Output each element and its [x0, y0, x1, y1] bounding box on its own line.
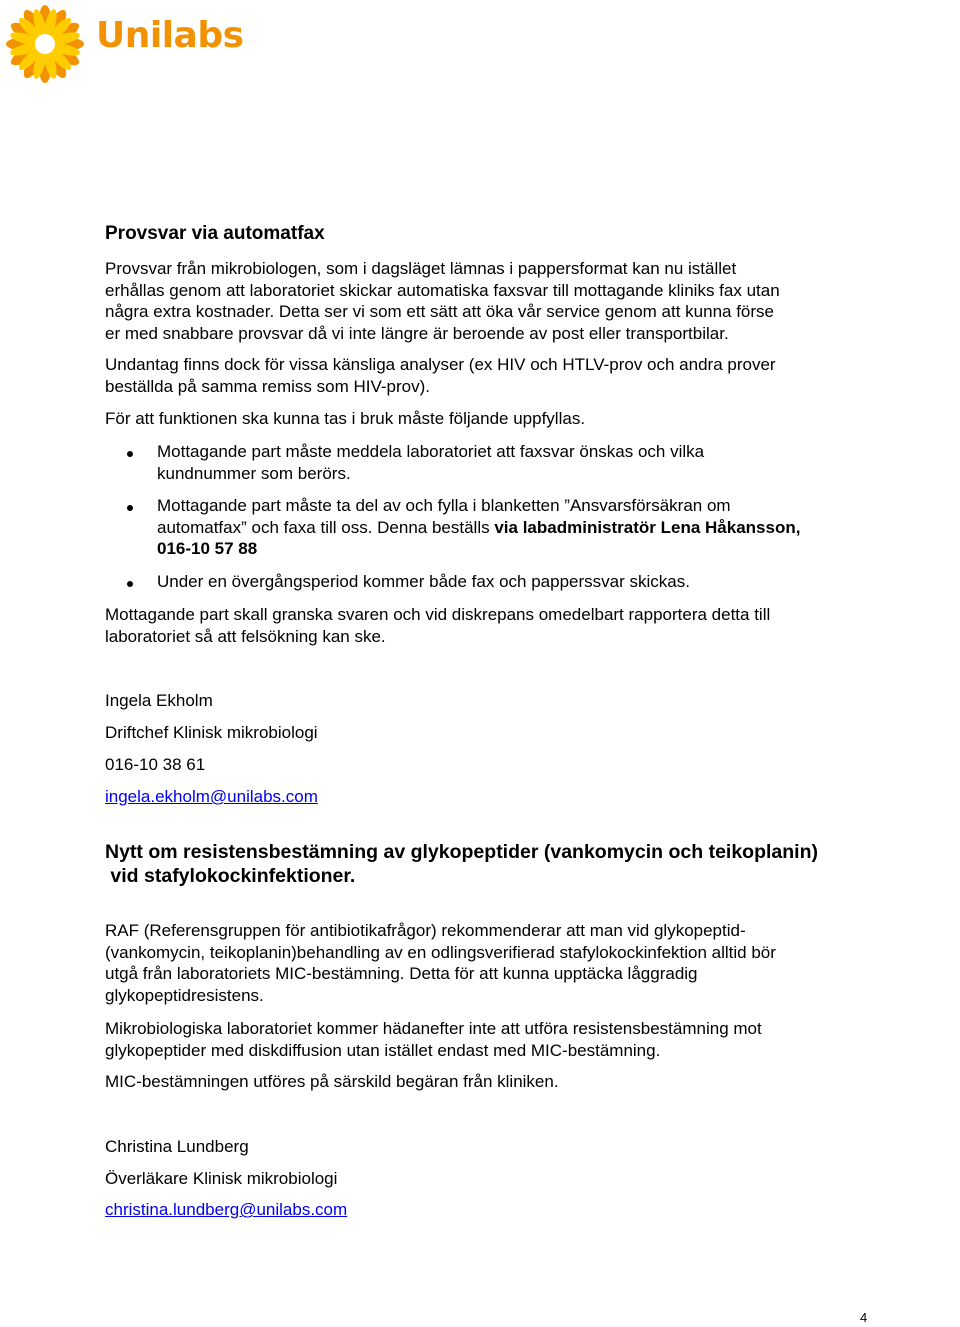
paragraph-line: beställda på samma remiss som HIV-prov). [105, 376, 430, 396]
paragraph-line: glykopeptider med diskdiffusion utan istället endast med MIC-bestämning. [105, 1040, 661, 1060]
page-number: 4 [860, 1310, 868, 1325]
paragraph-line: laboratoriet så att felsökning kan ske. [105, 626, 386, 646]
signature-title: Driftchef Klinisk mikrobiologi [105, 723, 318, 742]
section-heading-glycopeptides [105, 840, 905, 888]
email-link[interactable]: ingela.ekholm@unilabs.com [105, 787, 318, 806]
paragraph-mic-request: MIC-bestämningen utföres på särskild begäran från kliniken. [105, 1072, 559, 1091]
list-item [157, 495, 897, 560]
list-item-bold-phone: 016-10 57 88 [157, 539, 258, 558]
signature-name: Christina Lundberg [105, 1137, 249, 1156]
signature-title: Överläkare Klinisk mikrobiologi [105, 1169, 338, 1188]
list-item-line: Mottagande part måste ta del av och fylla i blanketten ”Ansvarsförsäkran om [157, 496, 731, 515]
paragraph-line: Undantag finns dock för vissa känsliga analyser (ex HIV och HTLV-prov och andra prover [105, 355, 776, 374]
signature-email [105, 786, 885, 808]
logo-wordmark: Unilabs [96, 15, 244, 56]
signature-email [105, 1199, 885, 1221]
email-link[interactable]: christina.lundberg@unilabs.com [105, 1200, 348, 1219]
bullet-icon [124, 576, 140, 592]
paragraph-lab-change [105, 1018, 885, 1061]
paragraph-line: erhållas genom att laboratoriet skickar automatiska faxsvar till mottagande kliniks fax utan [105, 280, 780, 300]
unilabs-logo [2, 2, 242, 86]
paragraph-line: glykopeptidresistens. [105, 985, 264, 1005]
list-item-line: Mottagande part måste meddela laboratoriet att faxsvar önskas och vilka [157, 442, 705, 461]
paragraph-line: (vankomycin, teikoplanin)behandling av en odlingsverifierad stafylokockinfektion alltid bör [105, 942, 776, 962]
paragraph-line: Provsvar från mikrobiologen, som i dagsläget lämnas i pappersformat kan nu istället [105, 259, 737, 278]
bullet-icon [124, 446, 140, 462]
heading-line: Nytt om resistensbestämning av glykopeptider (vankomycin och teikoplanin) [105, 841, 818, 863]
list-item [157, 441, 897, 484]
heading-line: vid stafylokockinfektioner. [105, 865, 356, 887]
list-item: Under en övergångsperiod kommer både fax och papperssvar skickas. [157, 572, 690, 591]
paragraph-line: utgå från laboratoriets MIC-bestämning. Detta för att kunna upptäcka låggradig [105, 964, 698, 983]
paragraph-review [105, 604, 885, 647]
list-item-line: kundnummer som berörs. [157, 463, 351, 483]
paragraph-line: er med snabbare provsvar då vi inte längre är beroende av post eller transportbilar. [105, 323, 729, 343]
paragraph-line: RAF (Referensgruppen för antibiotikafrågor) rekommenderar att man vid glykopeptid- [105, 921, 746, 940]
list-item-line: automatfax” och faxa till oss. Denna beställs [157, 517, 495, 537]
list-item-bold: via labadministratör Lena Håkansson, [494, 517, 801, 537]
bullet-icon [124, 500, 140, 516]
sun-flower-logo-icon [2, 2, 88, 86]
paragraph-raf [105, 920, 885, 1006]
paragraph-line: några extra kostnader. Detta ser vi som ett sätt att öka vår service genom att kunna förse [105, 302, 774, 321]
signature-phone: 016-10 38 61 [105, 755, 206, 774]
paragraph-exceptions [105, 354, 885, 397]
section-heading-automatfax: Provsvar via automatfax [105, 223, 325, 244]
paragraph-requirements-intro: För att funktionen ska kunna tas i bruk måste följande uppfyllas. [105, 409, 586, 428]
paragraph-line: Mottagande part skall granska svaren och vid diskrepans omedelbart rapportera detta till [105, 605, 771, 624]
paragraph-line: Mikrobiologiska laboratoriet kommer hädanefter inte att utföra resistensbestämning mot [105, 1019, 762, 1038]
signature-name: Ingela Ekholm [105, 691, 213, 710]
paragraph-intro [105, 258, 885, 344]
